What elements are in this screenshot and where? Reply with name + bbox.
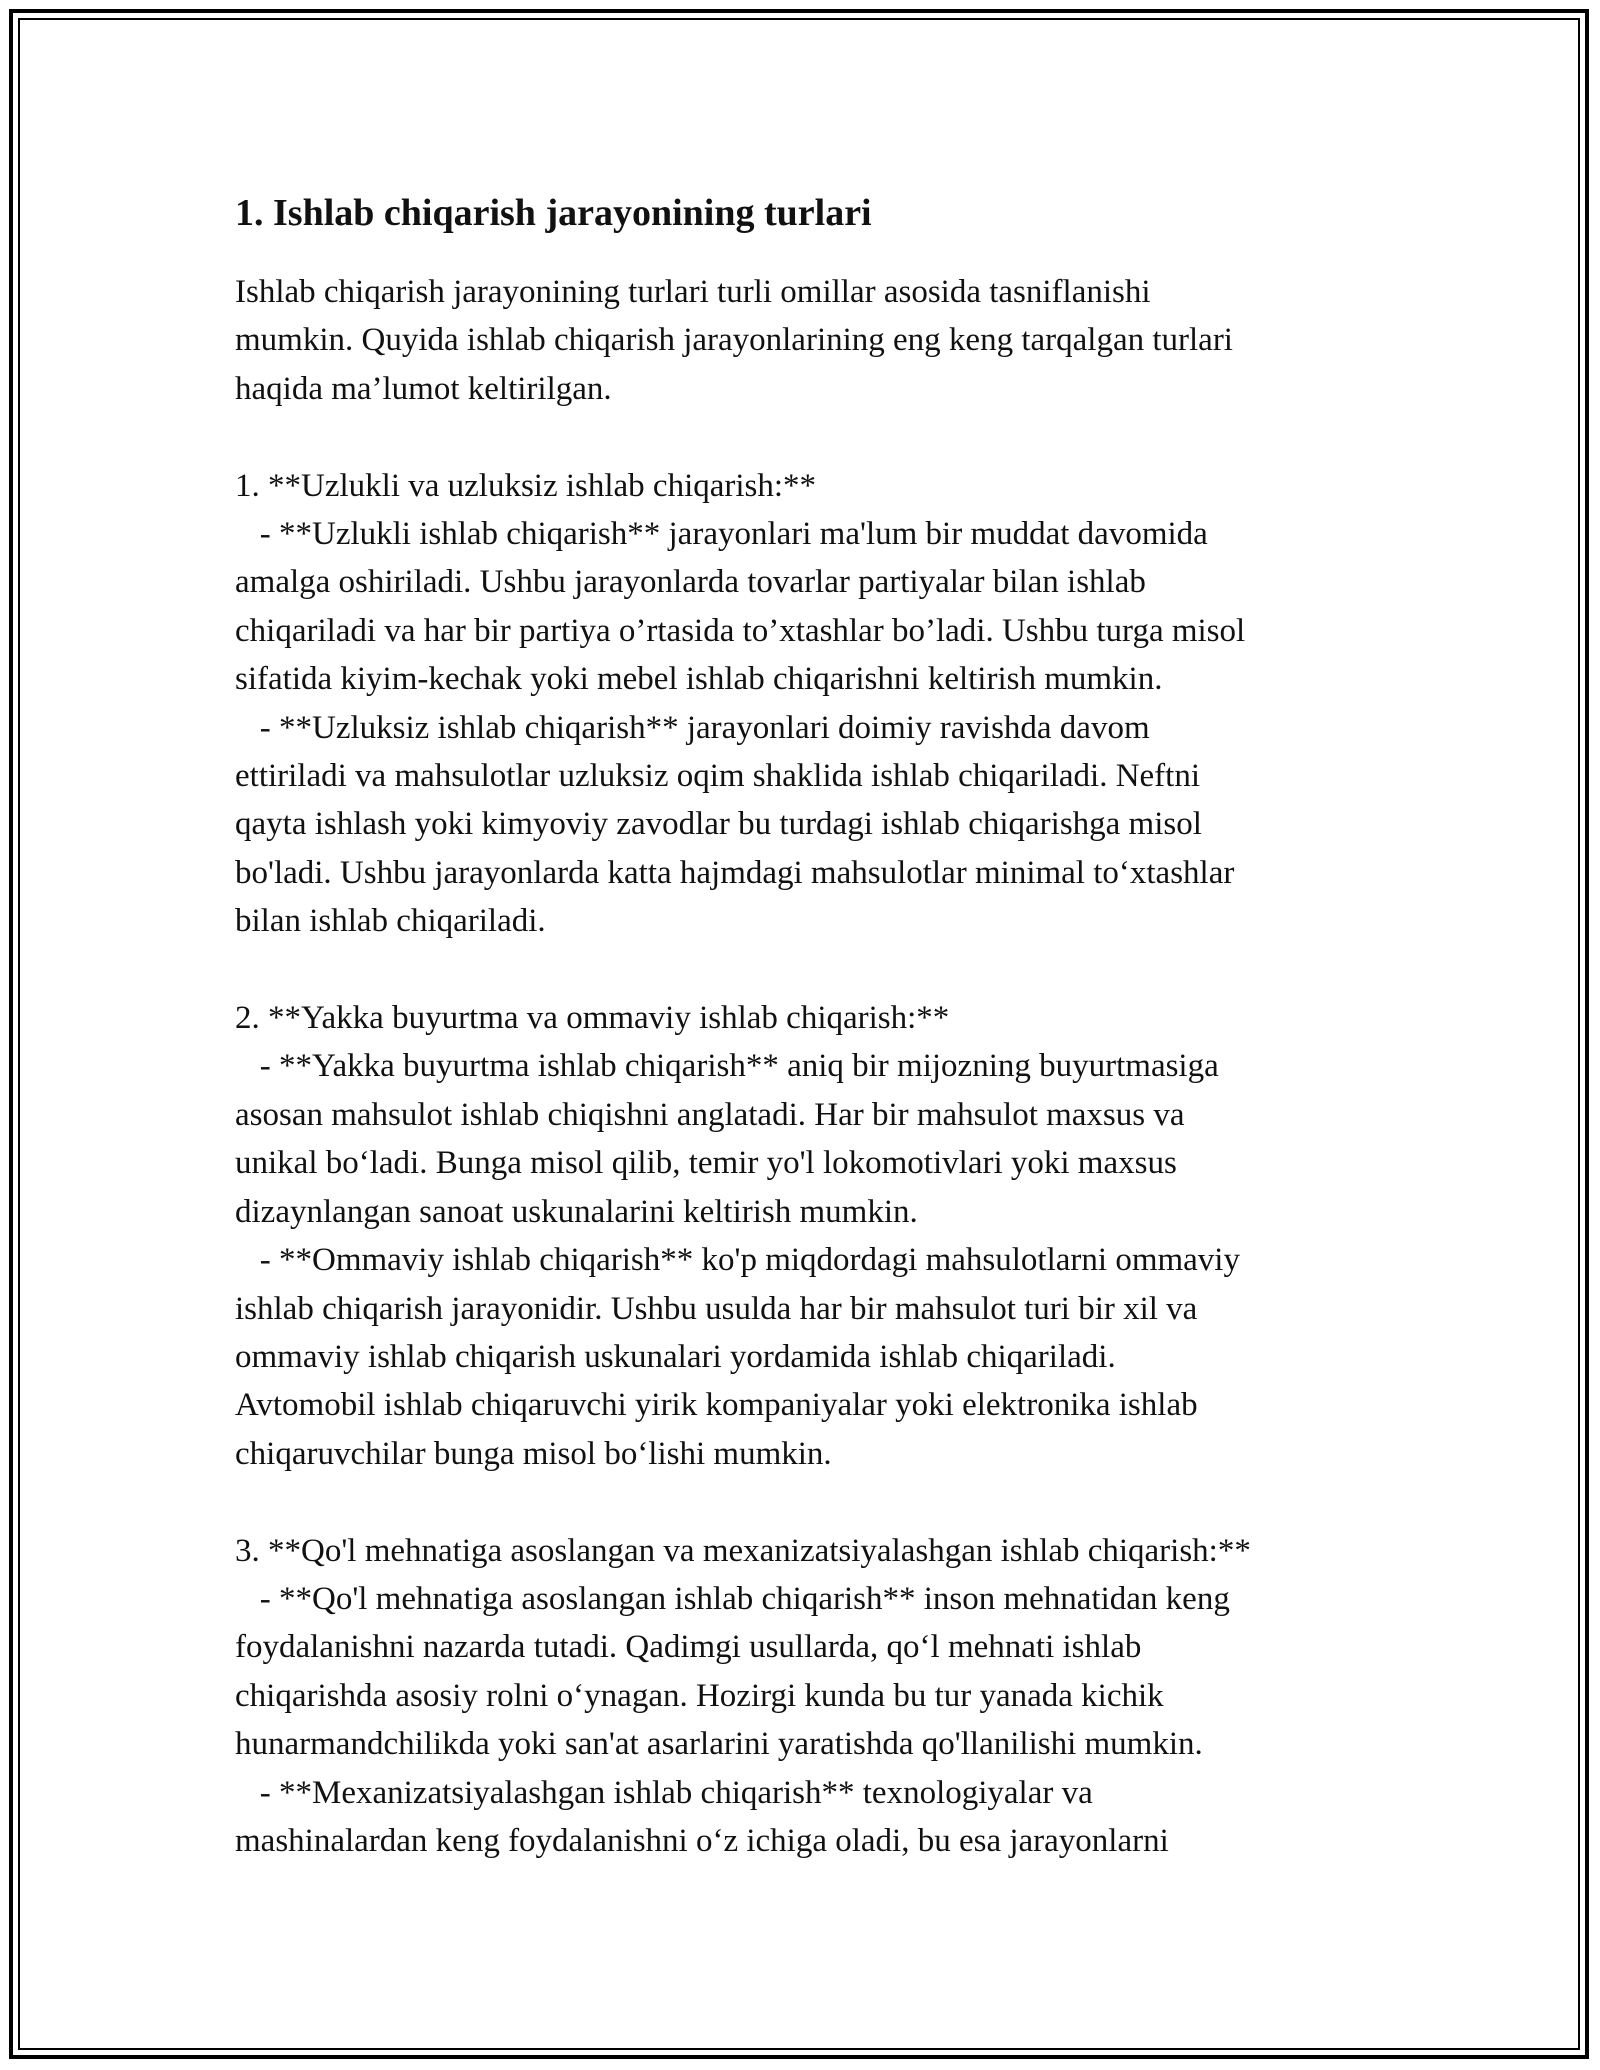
text-line: mumkin. Quyida ishlab chiqarish jarayonlarining eng keng tarqalgan turlari (235, 322, 1233, 359)
text-line: foydalanishni nazarda tutadi. Qadimgi usullarda, qo‘l mehnati ishlab (235, 1629, 1142, 1666)
text-line: - **Qo'l mehnatiga asoslangan ishlab chiqarish** inson mehnatidan keng (235, 1580, 1230, 1617)
paragraph (235, 268, 1375, 413)
document-body (235, 188, 1375, 1865)
text-line: - **Uzluksiz ishlab chiqarish** jarayonlari doimiy ravishda davom (235, 709, 1150, 746)
text-line: mashinalardan keng foydalanishni o‘z ichiga oladi, bu esa jarayonlarni (235, 1822, 1169, 1859)
text-line: Ishlab chiqarish jarayonining turlari turli omillar asosida tasniflanishi (235, 274, 1151, 310)
text-line: 1. **Uzlukli va uzluksiz ishlab chiqarish:** (235, 467, 817, 504)
text-line: chiqarishda asosiy rolni o‘ynagan. Hozirgi kunda bu tur yanada kichik (235, 1677, 1164, 1714)
paragraph (235, 462, 1375, 946)
document-title: 1. Ishlab chiqarish jarayonining turlari (235, 192, 872, 234)
text-line: 2. **Yakka buyurtma va ommaviy ishlab chiqarish:** (235, 1000, 950, 1037)
text-line: amalga oshiriladi. Ushbu jarayonlarda tovarlar partiyalar bilan ishlab (235, 564, 1146, 601)
text-line: asosan mahsulot ishlab chiqishni anglatadi. Har bir mahsulot maxsus va (235, 1096, 1185, 1133)
text-line: ommaviy ishlab chiqarish uskunalari yordamida ishlab chiqariladi. (235, 1338, 1116, 1375)
text-line: dizaynlangan sanoat uskunalarini keltirish mumkin. (235, 1193, 918, 1230)
text-line: ishlab chiqarish jarayonidir. Ushbu usulda har bir mahsulot turi bir xil va (235, 1290, 1198, 1327)
paragraph-spacer (235, 413, 1375, 461)
text-line: Avtomobil ishlab chiqaruvchi yirik kompaniyalar yoki elektronika ishlab (235, 1387, 1198, 1424)
document-blocks (235, 268, 1375, 1865)
text-line: 3. **Qo'l mehnatiga asoslangan va mexanizatsiyalashgan ishlab chiqarish:** (235, 1532, 1251, 1569)
text-line: sifatida kiyim-kechak yoki mebel ishlab chiqarishni keltirish mumkin. (235, 661, 1163, 698)
text-line: - **Uzlukli ishlab chiqarish** jarayonlari ma'lum bir muddat davomida (235, 516, 1208, 553)
paragraph (235, 994, 1375, 1478)
text-line: ettiriladi va mahsulotlar uzluksiz oqim shaklida ishlab chiqariladi. Neftni (235, 758, 1201, 795)
paragraph-spacer (235, 1478, 1375, 1526)
text-line: bilan ishlab chiqariladi. (235, 903, 546, 940)
text-line: - **Yakka buyurtma ishlab chiqarish** aniq bir mijozning buyurtmasiga (235, 1048, 1219, 1085)
text-line: unikal bo‘ladi. Bunga misol qilib, temir yo'l lokomotivlari yoki maxsus (235, 1145, 1177, 1182)
text-line: - **Mexanizatsiyalashgan ishlab chiqarish** texnologiyalar va (235, 1774, 1093, 1811)
text-line: chiqaruvchilar bunga misol bo‘lishi mumkin. (235, 1435, 832, 1472)
paragraph-spacer (235, 946, 1375, 994)
text-line: hunarmandchilikda yoki san'at asarlarini yaratishda qo'llanilishi mumkin. (235, 1726, 1203, 1763)
text-line: - **Ommaviy ishlab chiqarish** ko'p miqdordagi mahsulotlarni ommaviy (235, 1242, 1240, 1279)
text-line: bo'ladi. Ushbu jarayonlarda katta hajmdagi mahsulotlar minimal to‘xtashlar (235, 854, 1235, 891)
text-line: qayta ishlash yoki kimyoviy zavodlar bu turdagi ishlab chiqarishga misol (235, 806, 1202, 843)
paragraph (235, 1527, 1375, 1866)
text-line: chiqariladi va har bir partiya o’rtasida to’xtashlar bo’ladi. Ushbu turga misol (235, 612, 1246, 649)
text-line: haqida ma’lumot keltirilgan. (235, 370, 612, 407)
